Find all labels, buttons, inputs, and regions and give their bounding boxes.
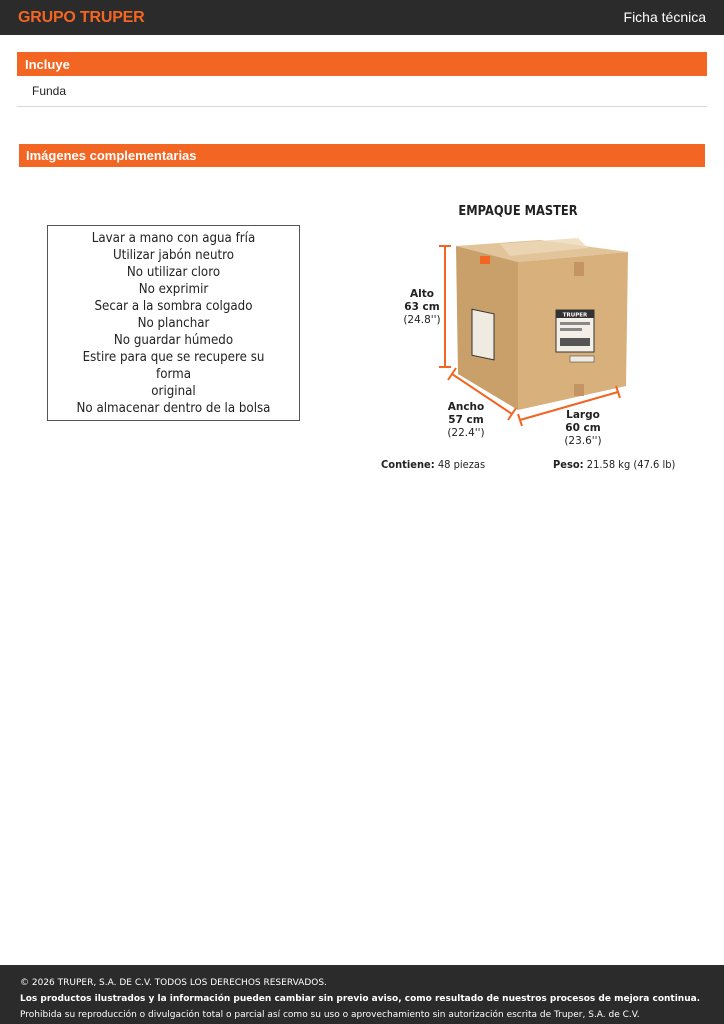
- dimension-width-imperial: (22.4''): [447, 427, 485, 439]
- dimension-height: [400, 288, 444, 327]
- care-line: Lavar a mano con agua fría: [91, 229, 256, 246]
- dimension-width-metric: 57 cm: [448, 414, 484, 426]
- package-contents-value: 48 piezas: [437, 458, 486, 471]
- care-line: No exprimir: [138, 280, 209, 297]
- dimension-length-label: Largo: [566, 409, 600, 421]
- care-instructions-box: [47, 225, 300, 421]
- truper-logo: GRUPO TRUPER: [18, 9, 145, 26]
- dimension-length-metric: 60 cm: [565, 422, 601, 434]
- care-line: No utilizar cloro: [126, 263, 221, 280]
- care-line: Secar a la sombra colgado: [94, 297, 253, 314]
- package-weight-label: Peso:: [553, 458, 584, 471]
- care-line: Estire para que se recupere su forma: [82, 348, 265, 382]
- packaging-title: EMPAQUE MASTER: [458, 204, 578, 219]
- package-weight-value: 21.58 kg (47.6 lb): [586, 458, 676, 471]
- care-line: No guardar húmedo: [113, 331, 234, 348]
- dimension-height-label: Alto: [410, 288, 434, 300]
- care-line: Utilizar jabón neutro: [112, 246, 235, 263]
- section-images-header: Imágenes complementarias: [19, 144, 705, 167]
- footer-prohibition: Prohibida su reproducción o divulgación total o parcial así como su uso o aprovechamiento sin autorización escrita de Truper, S.A. de C.V.: [20, 1010, 640, 1020]
- top-bar: [0, 0, 724, 35]
- dimension-height-imperial: (24.8''): [403, 314, 441, 326]
- document-type: Ficha técnica: [623, 9, 706, 25]
- dimension-width-label: Ancho: [447, 401, 485, 413]
- footer-notice: Los productos ilustrados y la información pueden cambiar sin previo aviso, como resultado de nuestros procesos de mejora continua.: [20, 994, 701, 1004]
- care-instructions-list: [63, 230, 284, 417]
- include-item: [17, 84, 707, 107]
- package-contents-label: Contiene:: [381, 458, 435, 471]
- section-includes-header: Incluye: [17, 52, 707, 76]
- dimension-width: [444, 401, 488, 440]
- care-line: No almacenar dentro de la bolsa: [76, 399, 271, 416]
- dimension-length: [560, 409, 606, 448]
- care-line: original: [151, 382, 196, 399]
- box-label-brand: TRUPER: [562, 312, 588, 319]
- footer: [0, 965, 724, 1024]
- include-item-label: Funda: [32, 84, 67, 98]
- dimension-length-imperial: (23.6''): [564, 435, 602, 447]
- care-line: No planchar: [137, 314, 210, 331]
- package-contents: [381, 458, 485, 471]
- dimension-height-metric: 63 cm: [404, 301, 440, 313]
- package-weight: [553, 458, 675, 471]
- footer-copyright: © 2026 TRUPER, S.A. DE C.V. TODOS LOS DERECHOS RESERVADOS.: [20, 978, 327, 988]
